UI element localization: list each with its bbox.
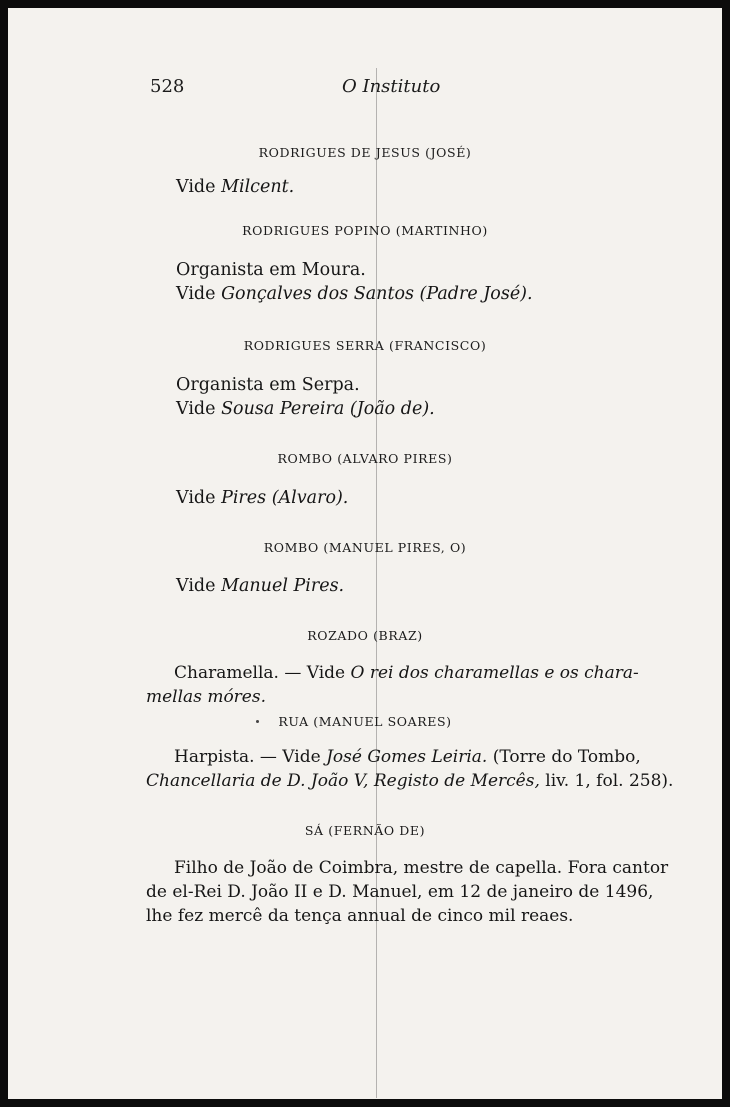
- document-page: [8, 8, 722, 1099]
- entry-name: ROMBO (MANUEL PIRES, O): [263, 540, 467, 555]
- entry-name: SÁ (FERNÃO DE): [304, 823, 426, 838]
- entry-name: RUA (MANUEL SOARES): [278, 714, 452, 729]
- entry-text: Organista em Moura. Vide Gonçalves dos Santos (Padre José).: [176, 260, 533, 304]
- page-number: 528: [150, 76, 185, 97]
- entry-name: RODRIGUES SERRA (FRANCISCO): [243, 338, 487, 353]
- entry-text: Organista em Serpa. Vide Sousa Pereira (João de).: [176, 375, 435, 419]
- entry-name: RODRIGUES POPINO (MARTINHO): [242, 223, 488, 238]
- entry-text: Charamella. — Vide O rei dos charamellas e os chara- mellas móres.: [146, 663, 639, 707]
- running-title: O Instituto: [342, 76, 441, 97]
- entry-name: RODRIGUES DE JESUS (JOSÉ): [258, 145, 472, 160]
- entry-name: ROMBO (ALVARO PIRES): [277, 451, 453, 466]
- entry-text: Filho de João de Coimbra, mestre de capella. Fora cantor de el-Rei D. João II e D. Manuel, em 12 de janeiro de 1496, lhe fez mercê da tença annual de cinco mil reaes.: [146, 858, 669, 926]
- entry-text: Harpista. — Vide José Gomes Leiria. (Torre do Tombo, Chancellaria de D. João V, Registo de Mercês, liv. 1, fol. 258).: [146, 747, 674, 791]
- entry-text: Vide Milcent.: [176, 177, 295, 197]
- entry-text: Vide Pires (Alvaro).: [176, 488, 349, 508]
- entry-text: Vide Manuel Pires.: [176, 576, 345, 596]
- entry-name: ROZADO (BRAZ): [307, 628, 423, 643]
